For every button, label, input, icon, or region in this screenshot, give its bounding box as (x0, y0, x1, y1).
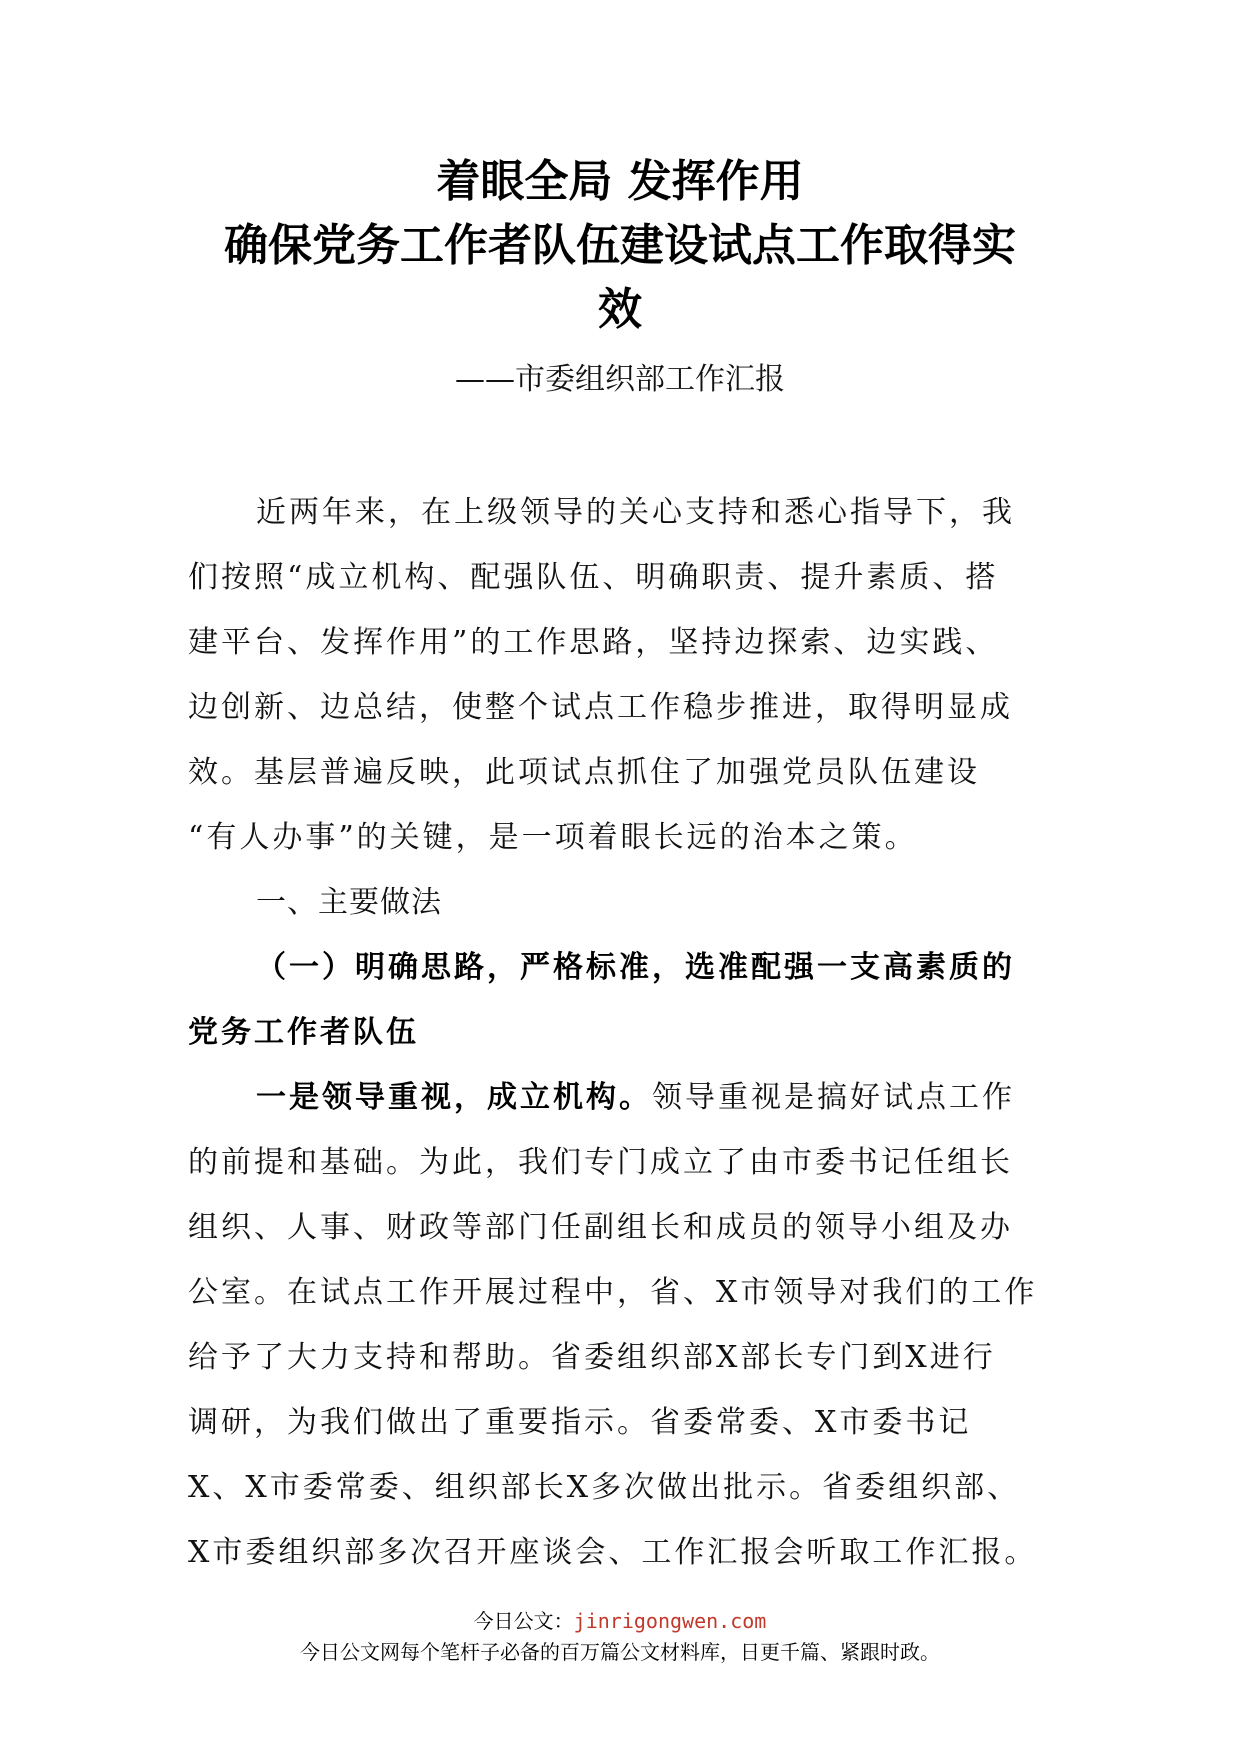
para1-lead: 一是领导重视，成立机构。 (256, 1080, 652, 1115)
intro-line: 效。基层普遍反映，此项试点抓住了加强党员队伍建设 (188, 755, 980, 790)
intro-line: “有人办事”的关键，是一项着眼长远的治本之策。 (188, 820, 918, 855)
section-heading: 一、主要做法 (256, 885, 442, 920)
intro-line: 边创新、边总结，使整个试点工作稳步推进，取得明显成 (188, 690, 1013, 725)
para1-line: X市委组织部多次召开座谈会、工作汇报会听取工作汇报。 (188, 1535, 1038, 1570)
footer-site-label: 今日公文： (473, 1609, 574, 1633)
title-line-1: 着眼全局 发挥作用 (436, 156, 804, 207)
intro-line: 们按照“成立机构、配强队伍、明确职责、提升素质、搭 (188, 560, 999, 595)
para1-line: 领导重视是搞好试点工作 (652, 1080, 1015, 1115)
intro-line: 建平台、发挥作用”的工作思路，坚持边探索、边实践、 (188, 625, 999, 660)
para1-line: X、X市委常委、组织部长X多次做出批示。省委组织部、 (188, 1470, 1021, 1505)
subtitle: ——市委组织部工作汇报 (455, 362, 785, 397)
para1-line: 调研，为我们做出了重要指示。省委常委、X市委书记 (188, 1405, 972, 1440)
title-line-2: 确保党务工作者队伍建设试点工作取得实 (224, 220, 1016, 271)
intro-line: 近两年来，在上级领导的关心支持和悉心指导下，我 (256, 495, 1015, 530)
para1-first-line (188, 1065, 1058, 1130)
document-body (188, 480, 1058, 1585)
para1-line: 公室。在试点工作开展过程中，省、X市领导对我们的工作 (188, 1275, 1038, 1310)
footer-site-row (0, 1606, 1240, 1636)
footer-site-link[interactable]: jinrigongwen.com (573, 1609, 767, 1633)
para1-line: 的前提和基础。为此，我们专门成立了由市委书记任组长 (188, 1145, 1013, 1180)
para1-line: 组织、人事、财政等部门任副组长和成员的领导小组及办 (188, 1210, 1013, 1245)
title-block (0, 150, 1240, 400)
title-line-3: 效 (598, 284, 642, 335)
subsection-heading-line: （一）明确思路，严格标准，选准配强一支高素质的 (256, 950, 1015, 985)
subsection-heading-line: 党务工作者队伍 (188, 1015, 419, 1050)
footer-slogan: 今日公文网每个笔杆子必备的百万篇公文材料库，日更千篇、紧跟时政。 (300, 1640, 940, 1664)
footer (0, 1606, 1240, 1668)
para1-line: 给予了大力支持和帮助。省委组织部X部长专门到X进行 (188, 1340, 996, 1375)
